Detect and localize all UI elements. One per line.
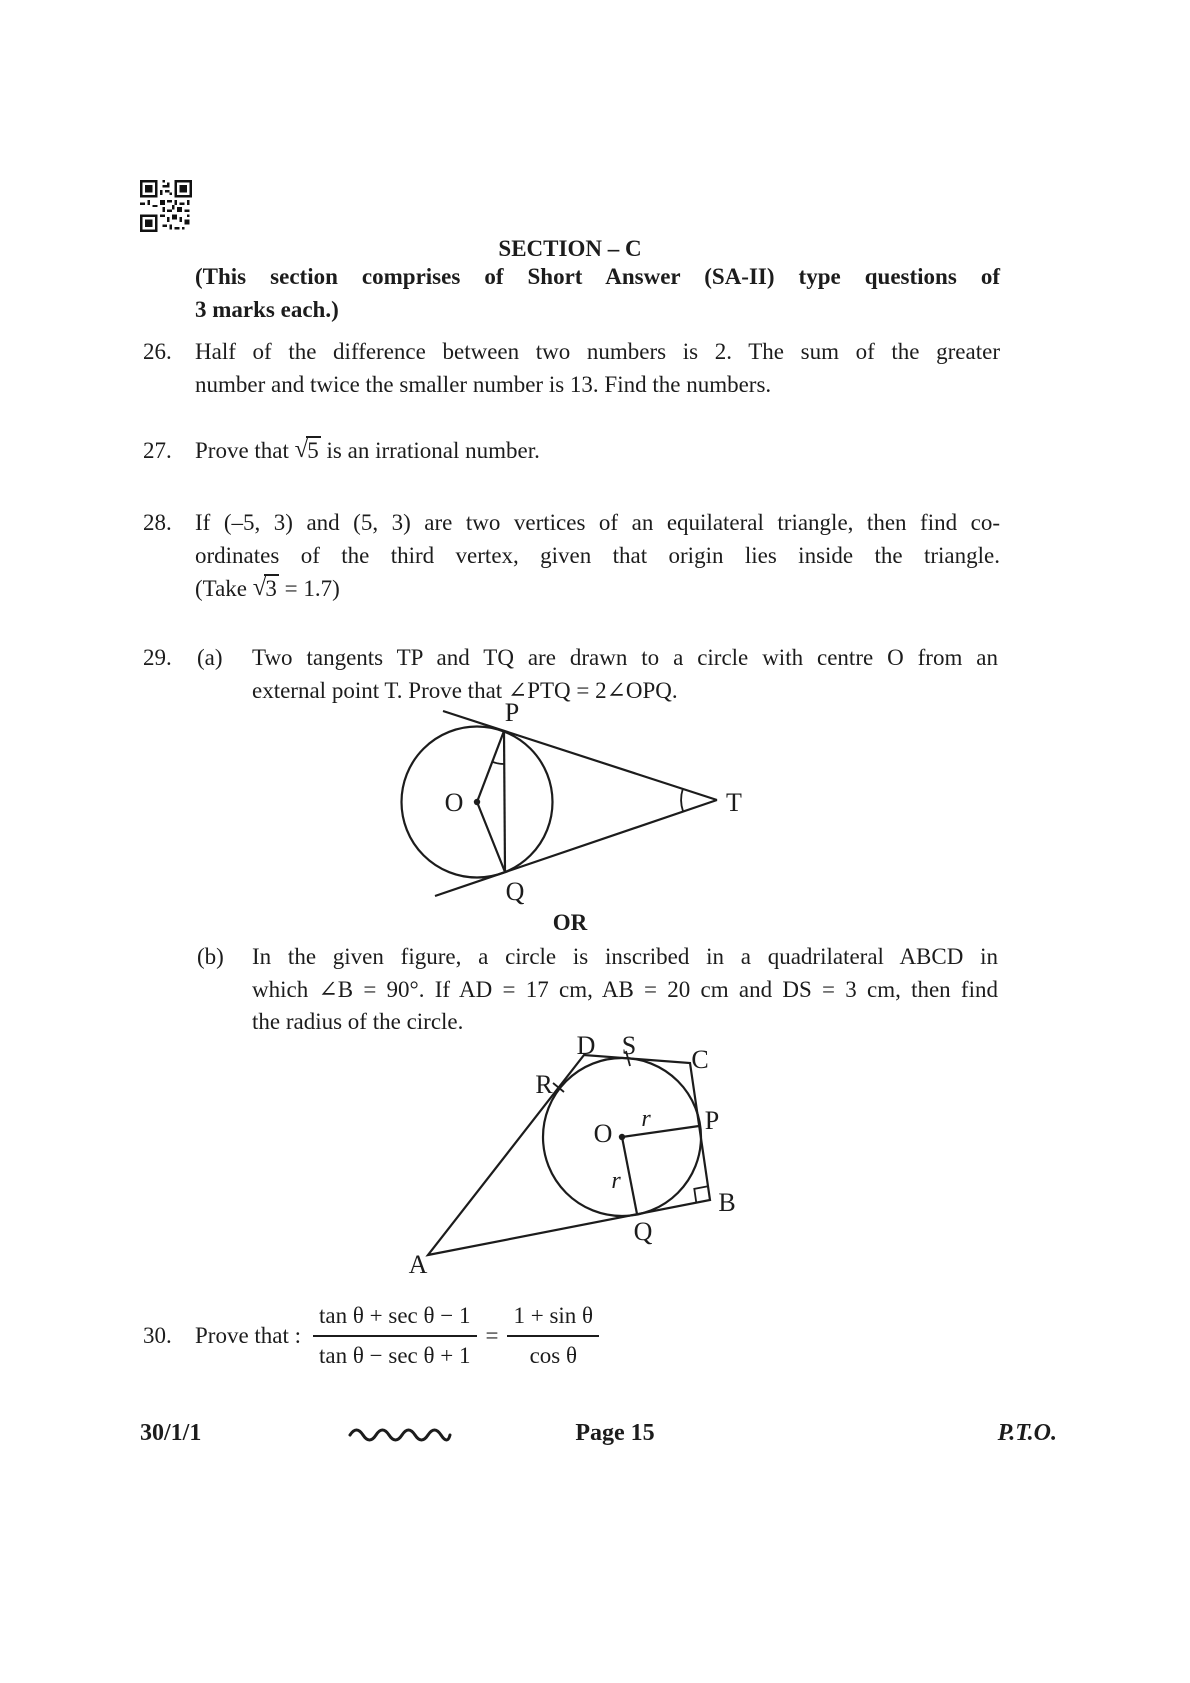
question-29b-line-3: the radius of the circle. <box>252 1009 464 1034</box>
lhs-numerator: tan θ + sec θ − 1 <box>313 1300 476 1337</box>
section-intro-line-1: (This section comprises of Short Answer (SA-II) type questions of <box>195 264 1000 289</box>
inscribed-circle-diagram <box>380 1030 780 1280</box>
label-P: P <box>704 1106 720 1135</box>
fraction-rhs <box>507 1300 599 1371</box>
question-26-line-1: Half of the difference between two numbers is 2. The sum of the greater <box>195 339 1000 364</box>
question-28-line-3: (Take √3 = 1.7) <box>195 574 340 601</box>
label-r-bottom: r <box>611 1168 621 1194</box>
chord-PQ <box>504 731 505 872</box>
question-29b-label: (b) <box>197 944 224 969</box>
tangent-TQ <box>435 800 717 896</box>
question-29b-line-1: In the given figure, a circle is inscribed in a quadrilateral ABCD in <box>252 944 998 969</box>
sqrt-3: √3 <box>252 574 277 601</box>
rhs-denominator: cos θ <box>529 1343 577 1368</box>
label-T: T <box>726 788 742 817</box>
question-30 <box>143 1300 599 1371</box>
question-29a-line-1: Two tangents TP and TQ are drawn to a circle with centre O from an <box>252 645 998 670</box>
question-30-text: Prove that : <box>195 1322 302 1348</box>
question-28-line-1: If (–5, 3) and (5, 3) are two vertices of an equilateral triangle, then find co- <box>195 510 1000 535</box>
footer-squiggle <box>348 1424 452 1444</box>
radius-OP <box>477 731 504 802</box>
question-26-line-2: number and twice the smaller number is 13. Find the numbers. <box>195 372 772 397</box>
question-29b-line-2: which ∠B = 90°. If AD = 17 cm, AB = 20 cm and DS = 3 cm, then find <box>252 977 998 1002</box>
label-C: C <box>691 1045 709 1074</box>
label-r-top: r <box>641 1106 651 1132</box>
question-29a-line-2: external point T. Prove that ∠PTQ = 2∠OPQ. <box>252 678 678 703</box>
label-Q: Q <box>505 877 525 906</box>
section-intro-line-2: 3 marks each.) <box>195 297 339 322</box>
label-S: S <box>621 1031 637 1060</box>
radius-OQ <box>622 1137 637 1214</box>
sqrt-5: √5 <box>294 436 319 463</box>
centre-dot-O <box>619 1134 625 1140</box>
fraction-lhs <box>313 1300 476 1371</box>
footer-paper-code: 30/1/1 <box>140 1420 202 1446</box>
question-27-number: 27. <box>143 438 172 463</box>
centre-dot-O <box>474 799 480 805</box>
question-28-line-2: ordinates of the third vertex, given that origin lies inside the triangle. <box>195 543 1000 568</box>
equals-sign: = <box>485 1322 499 1348</box>
quadrilateral-ABCD <box>428 1055 710 1255</box>
rhs-numerator: 1 + sin θ <box>507 1300 599 1337</box>
label-O: O <box>593 1119 613 1148</box>
angle-arc-OPQ <box>492 762 504 764</box>
or-separator: OR <box>552 910 588 935</box>
question-26-number: 26. <box>143 339 172 364</box>
footer-page-number: Page 15 <box>575 1420 655 1446</box>
label-D: D <box>576 1031 596 1060</box>
section-title: SECTION – C <box>498 236 642 261</box>
tangent-circle-diagram <box>390 700 770 912</box>
question-27-text: Prove that √5 is an irrational number. <box>195 436 540 463</box>
question-28-number: 28. <box>143 510 172 535</box>
angle-arc-PTQ <box>681 789 683 812</box>
label-O: O <box>444 788 464 817</box>
footer-pto: P.T.O. <box>997 1420 1057 1446</box>
label-Q: Q <box>633 1217 653 1246</box>
tangent-TP <box>443 711 717 800</box>
question-29a-label: (a) <box>197 645 223 670</box>
radius-OP <box>622 1126 699 1137</box>
lhs-denominator: tan θ − sec θ + 1 <box>319 1343 471 1368</box>
question-29-number: 29. <box>143 645 172 670</box>
qr-code <box>140 178 192 234</box>
radius-OQ <box>477 802 505 872</box>
question-30-number: 30. <box>143 1322 172 1348</box>
label-R: R <box>535 1070 553 1099</box>
label-B: B <box>718 1188 736 1217</box>
label-A: A <box>408 1250 428 1279</box>
label-P: P <box>504 700 520 727</box>
